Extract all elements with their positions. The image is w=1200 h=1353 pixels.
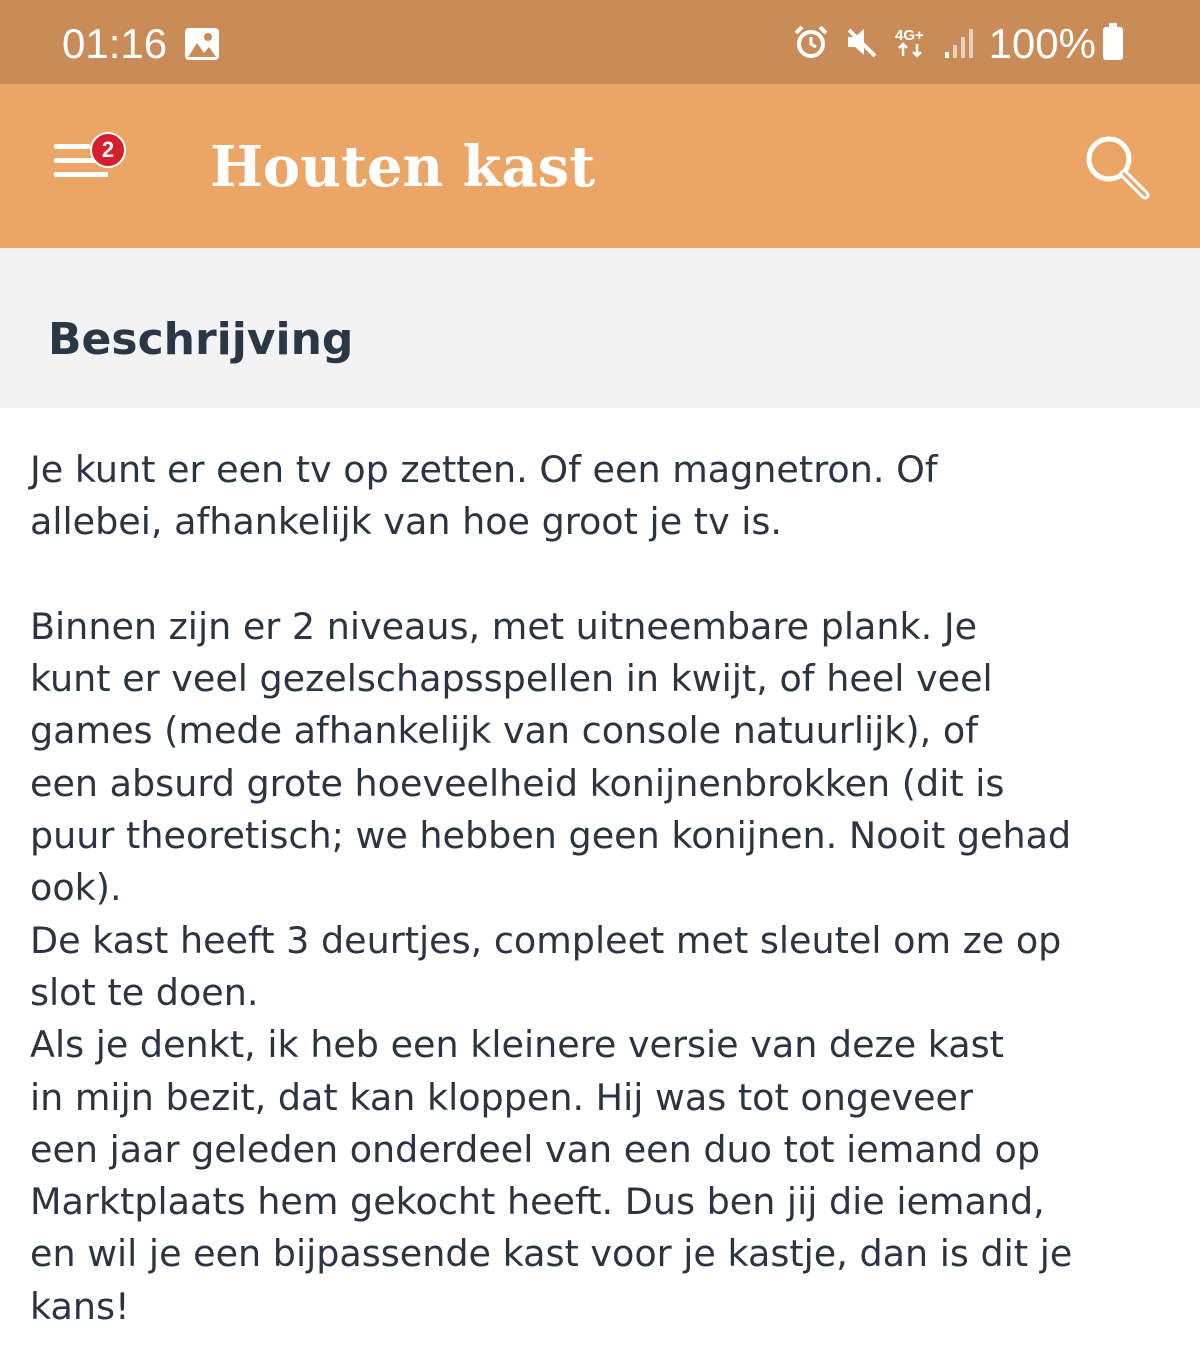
description-line: Als je denkt, ik heb een kleinere versie van deze kast <box>30 1023 1004 1067</box>
battery-percentage: 100% <box>988 20 1096 67</box>
description-line: ook). <box>30 866 122 910</box>
paragraph-gap <box>30 549 1170 601</box>
page-title: Houten kast <box>210 134 596 200</box>
mute-icon <box>843 24 893 65</box>
description-line: games (mede afhankelijk van console natuurlijk), of <box>30 709 979 753</box>
description-line: in mijn bezit, dat kan kloppen. Hij was tot ongeveer <box>30 1075 974 1119</box>
description-line: puur theoretisch; we hebben geen konijnen. Nooit gehad <box>30 814 1072 858</box>
app-bar <box>0 84 1200 248</box>
search-icon <box>1082 189 1154 208</box>
description-line: De kast heeft 3 deurtjes, compleet met sleutel om ze op <box>30 918 1062 962</box>
status-icons <box>793 20 1138 68</box>
alarm-icon <box>793 24 843 65</box>
description-line: slot te doen. <box>30 970 259 1014</box>
description-line: kunt er veel gezelschapsspellen in kwijt, of heel veel <box>30 657 993 701</box>
description-line: Marktplaats hem gekocht heeft. Dus ben jij die iemand, <box>30 1180 1045 1224</box>
menu-button[interactable] <box>48 130 128 200</box>
gallery-icon <box>184 27 220 66</box>
description-text <box>30 444 1170 1333</box>
battery-full-icon <box>1102 22 1138 67</box>
svg-text:4G+: 4G+ <box>894 26 924 44</box>
description-line: een absurd grote hoeveelheid konijnenbrokken (dit is <box>30 761 1005 805</box>
description-line: en wil je een bijpassende kast voor je kastje, dan is dit je <box>30 1232 1073 1276</box>
signal-icon <box>943 24 989 65</box>
description-line: allebei, afhankelijk van hoe groot je tv is. <box>30 500 783 544</box>
status-bar <box>0 0 1200 84</box>
notification-badge: 2 <box>90 132 126 168</box>
4g-plus-icon <box>893 24 943 65</box>
status-time: 01:16 <box>62 20 168 67</box>
section-header <box>0 248 1200 408</box>
description-line: Je kunt er een tv op zetten. Of een magnetron. Of <box>30 448 938 491</box>
section-title: Beschrijving <box>48 314 354 365</box>
description-line: een jaar geleden onderdeel van een duo tot iemand op <box>30 1127 1041 1171</box>
description-line: Binnen zijn er 2 niveaus, met uitneembare plank. Je <box>30 604 978 648</box>
search-button[interactable] <box>1082 132 1154 204</box>
description-line: kans! <box>30 1284 130 1328</box>
